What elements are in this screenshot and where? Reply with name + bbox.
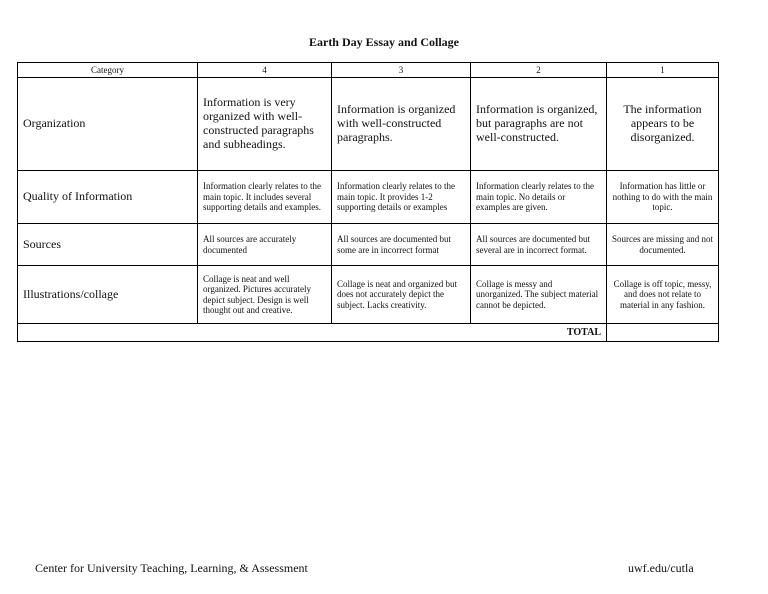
criterion-cell: Information clearly relates to the main topic. It provides 1-2 supporting details or examples xyxy=(332,171,471,224)
document-title: Earth Day Essay and Collage xyxy=(308,35,460,49)
criterion-cell: Collage is neat and well organized. Pictures accurately depict subject. Design is well thought out and creative. xyxy=(198,266,332,324)
rubric-table xyxy=(17,62,719,342)
criterion-cell: Information clearly relates to the main topic. No details or examples are given. xyxy=(471,171,607,224)
criterion-cell: Information is organized with well-constructed paragraphs. xyxy=(332,78,471,171)
footer-url: uwf.edu/cutla xyxy=(628,561,694,575)
criterion-cell: Information is organized, but paragraphs are not well-constructed. xyxy=(471,78,607,171)
criterion-cell: Information clearly relates to the main topic. It includes several supporting details and examples. xyxy=(198,171,332,224)
header-score-3: 3 xyxy=(332,63,471,78)
category-cell: Illustrations/collage xyxy=(18,266,198,324)
total-row xyxy=(18,324,719,342)
criterion-cell: The information appears to be disorganized. xyxy=(607,78,719,171)
criterion-cell: Information is very organized with well-constructed paragraphs and subheadings. xyxy=(198,78,332,171)
criterion-cell: Sources are missing and not documented. xyxy=(607,224,719,266)
criterion-cell: Collage is off topic, messy, and does not relate to material in any fashion. xyxy=(607,266,719,324)
header-score-4: 4 xyxy=(198,63,332,78)
header-score-1: 1 xyxy=(607,63,719,78)
category-cell: Organization xyxy=(18,78,198,171)
total-value-cell xyxy=(607,324,719,342)
header-category: Category xyxy=(18,63,198,78)
criterion-cell: Collage is messy and unorganized. The subject material cannot be depicted. xyxy=(471,266,607,324)
total-label: TOTAL xyxy=(18,324,607,342)
category-cell: Sources xyxy=(18,224,198,266)
criterion-cell: All sources are documented but several are in incorrect format. xyxy=(471,224,607,266)
criterion-cell: Information has little or nothing to do with the main topic. xyxy=(607,171,719,224)
category-cell: Quality of Information xyxy=(18,171,198,224)
header-row xyxy=(18,63,719,78)
table-row xyxy=(18,78,719,171)
header-score-2: 2 xyxy=(471,63,607,78)
footer-organization: Center for University Teaching, Learning, & Assessment xyxy=(35,561,308,575)
table-row xyxy=(18,171,719,224)
criterion-cell: All sources are accurately documented xyxy=(198,224,332,266)
criterion-cell: Collage is neat and organized but does not accurately depict the subject. Lacks creativity. xyxy=(332,266,471,324)
table-row xyxy=(18,224,719,266)
table-row xyxy=(18,266,719,324)
criterion-cell: All sources are documented but some are in incorrect format xyxy=(332,224,471,266)
